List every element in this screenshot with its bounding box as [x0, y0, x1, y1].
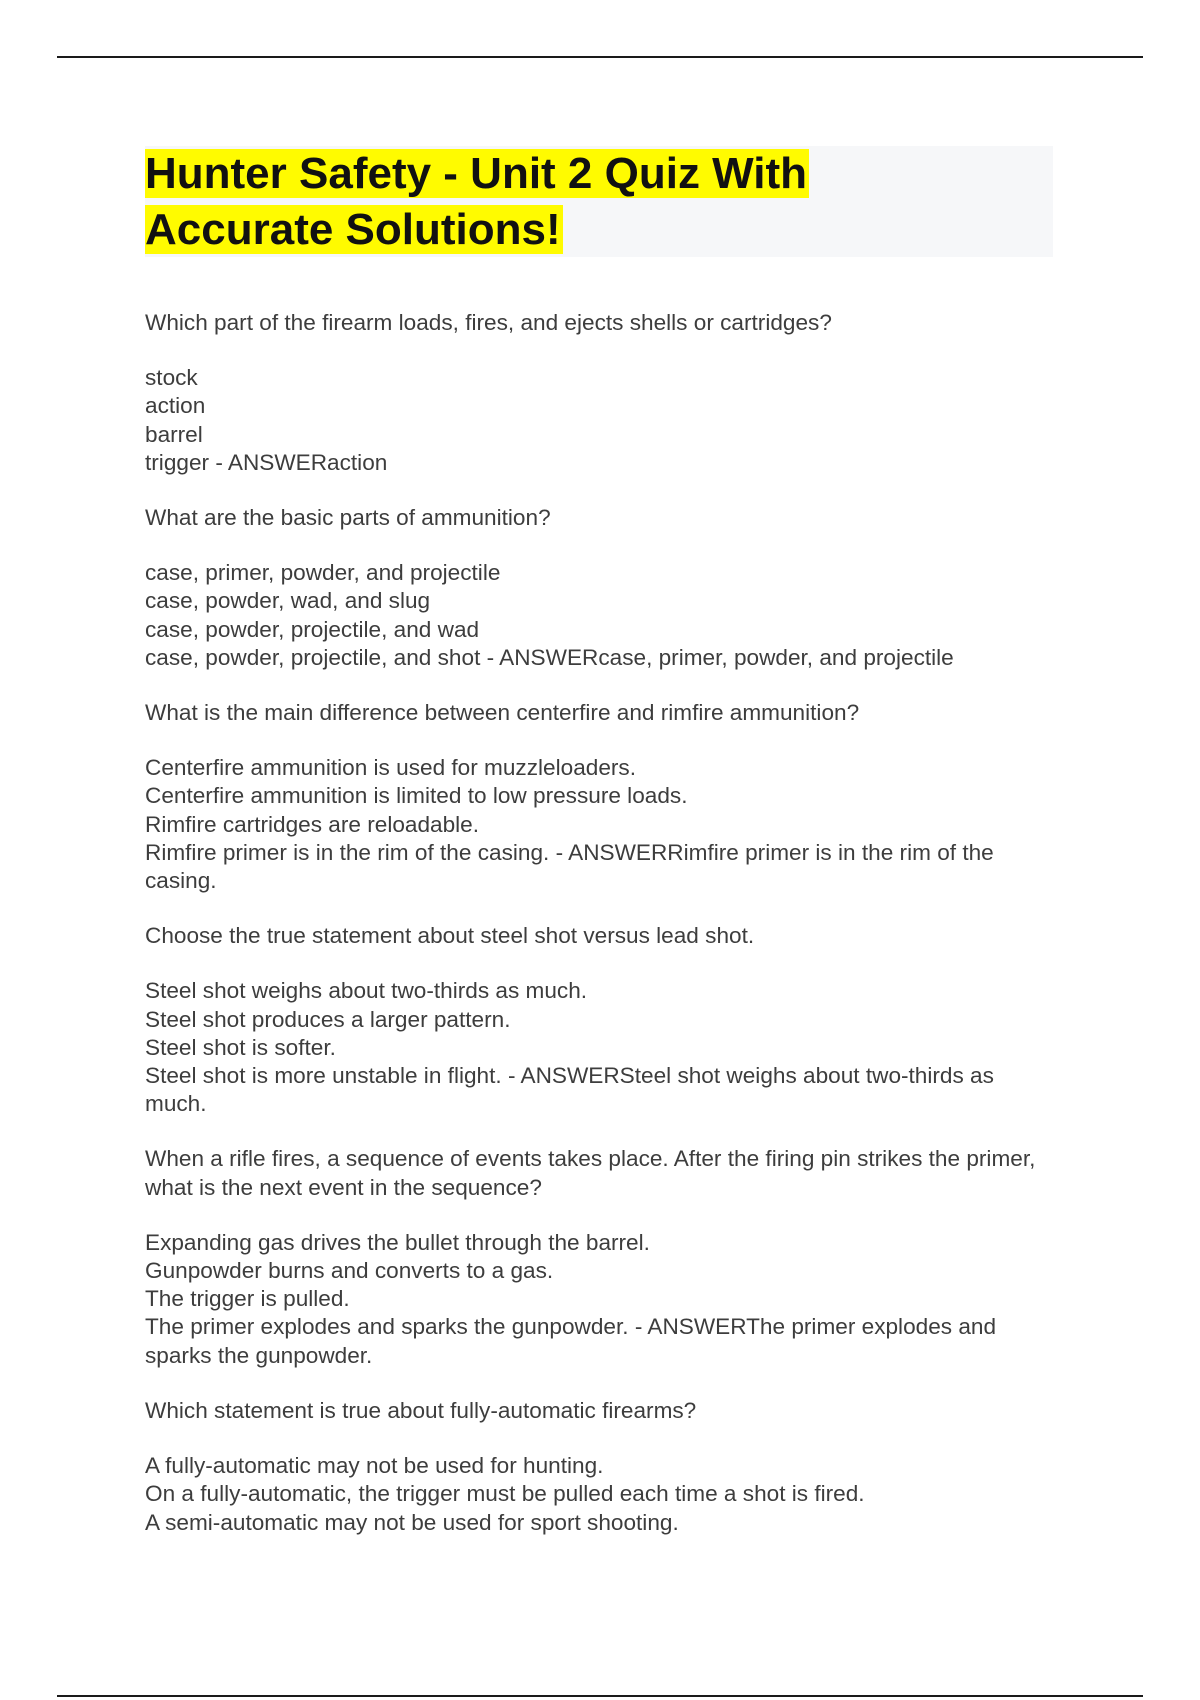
option-with-answer: Steel shot is more unstable in flight. - ANSWERSteel shot weighs about two-thirds as much.: [145, 1063, 994, 1117]
question-4-options: [145, 977, 1045, 1118]
question-2-options: [145, 559, 1045, 672]
option: The trigger is pulled.: [145, 1286, 350, 1312]
option: Centerfire ammunition is limited to low pressure loads.: [145, 783, 688, 809]
quiz-content: [145, 309, 1045, 1564]
option: Expanding gas drives the bullet through the barrel.: [145, 1229, 650, 1255]
title-line-1: Hunter Safety - Unit 2 Quiz With: [145, 149, 808, 198]
question-6-options: [145, 1452, 1045, 1537]
question-5-options: [145, 1229, 1045, 1370]
question-2: What are the basic parts of ammunition?: [145, 505, 551, 531]
top-divider: [57, 56, 1143, 58]
question-1-options: [145, 364, 1045, 477]
option: Gunpowder burns and converts to a gas.: [145, 1258, 554, 1284]
question-3: What is the main difference between centerfire and rimfire ammunition?: [145, 700, 860, 726]
option: Steel shot produces a larger pattern.: [145, 1006, 511, 1032]
option: stock: [145, 365, 198, 391]
option: case, primer, powder, and projectile: [145, 560, 501, 586]
option: action: [145, 393, 206, 419]
option: Rimfire cartridges are reloadable.: [145, 811, 480, 837]
option: A semi-automatic may not be used for sport shooting.: [145, 1509, 679, 1535]
option: case, powder, projectile, and wad: [145, 616, 480, 642]
option: Steel shot weighs about two-thirds as much.: [145, 978, 588, 1004]
title-block: [145, 146, 1053, 257]
option-with-answer: The primer explodes and sparks the gunpowder. - ANSWERThe primer explodes and sparks the gunpowder.: [145, 1314, 997, 1368]
option: A fully-automatic may not be used for hunting.: [145, 1453, 604, 1479]
option-with-answer: case, powder, projectile, and shot - ANSWERcase, primer, powder, and projectile: [145, 644, 954, 670]
title-line-2: Accurate Solutions!: [145, 205, 561, 254]
document-title: [145, 146, 1053, 258]
question-1: Which part of the firearm loads, fires, and ejects shells or cartridges?: [145, 310, 832, 335]
bottom-divider: [57, 1695, 1143, 1697]
question-6: Which statement is true about fully-automatic firearms?: [145, 1397, 697, 1423]
option: On a fully-automatic, the trigger must be pulled each time a shot is fired.: [145, 1481, 865, 1507]
question-4: Choose the true statement about steel shot versus lead shot.: [145, 923, 755, 949]
option: case, powder, wad, and slug: [145, 588, 431, 614]
option-with-answer: trigger - ANSWERaction: [145, 449, 388, 475]
option-with-answer: Rimfire primer is in the rim of the casing. - ANSWERRimfire primer is in the rim of the casing.: [145, 839, 994, 894]
question-3-options: [145, 754, 1045, 895]
question-5: When a rifle fires, a sequence of events takes place. After the firing pin strikes the primer, what is the next event in the sequence?: [145, 1146, 1036, 1200]
option: barrel: [145, 421, 203, 447]
option: Centerfire ammunition is used for muzzleloaders.: [145, 755, 636, 781]
option: Steel shot is softer.: [145, 1034, 336, 1060]
